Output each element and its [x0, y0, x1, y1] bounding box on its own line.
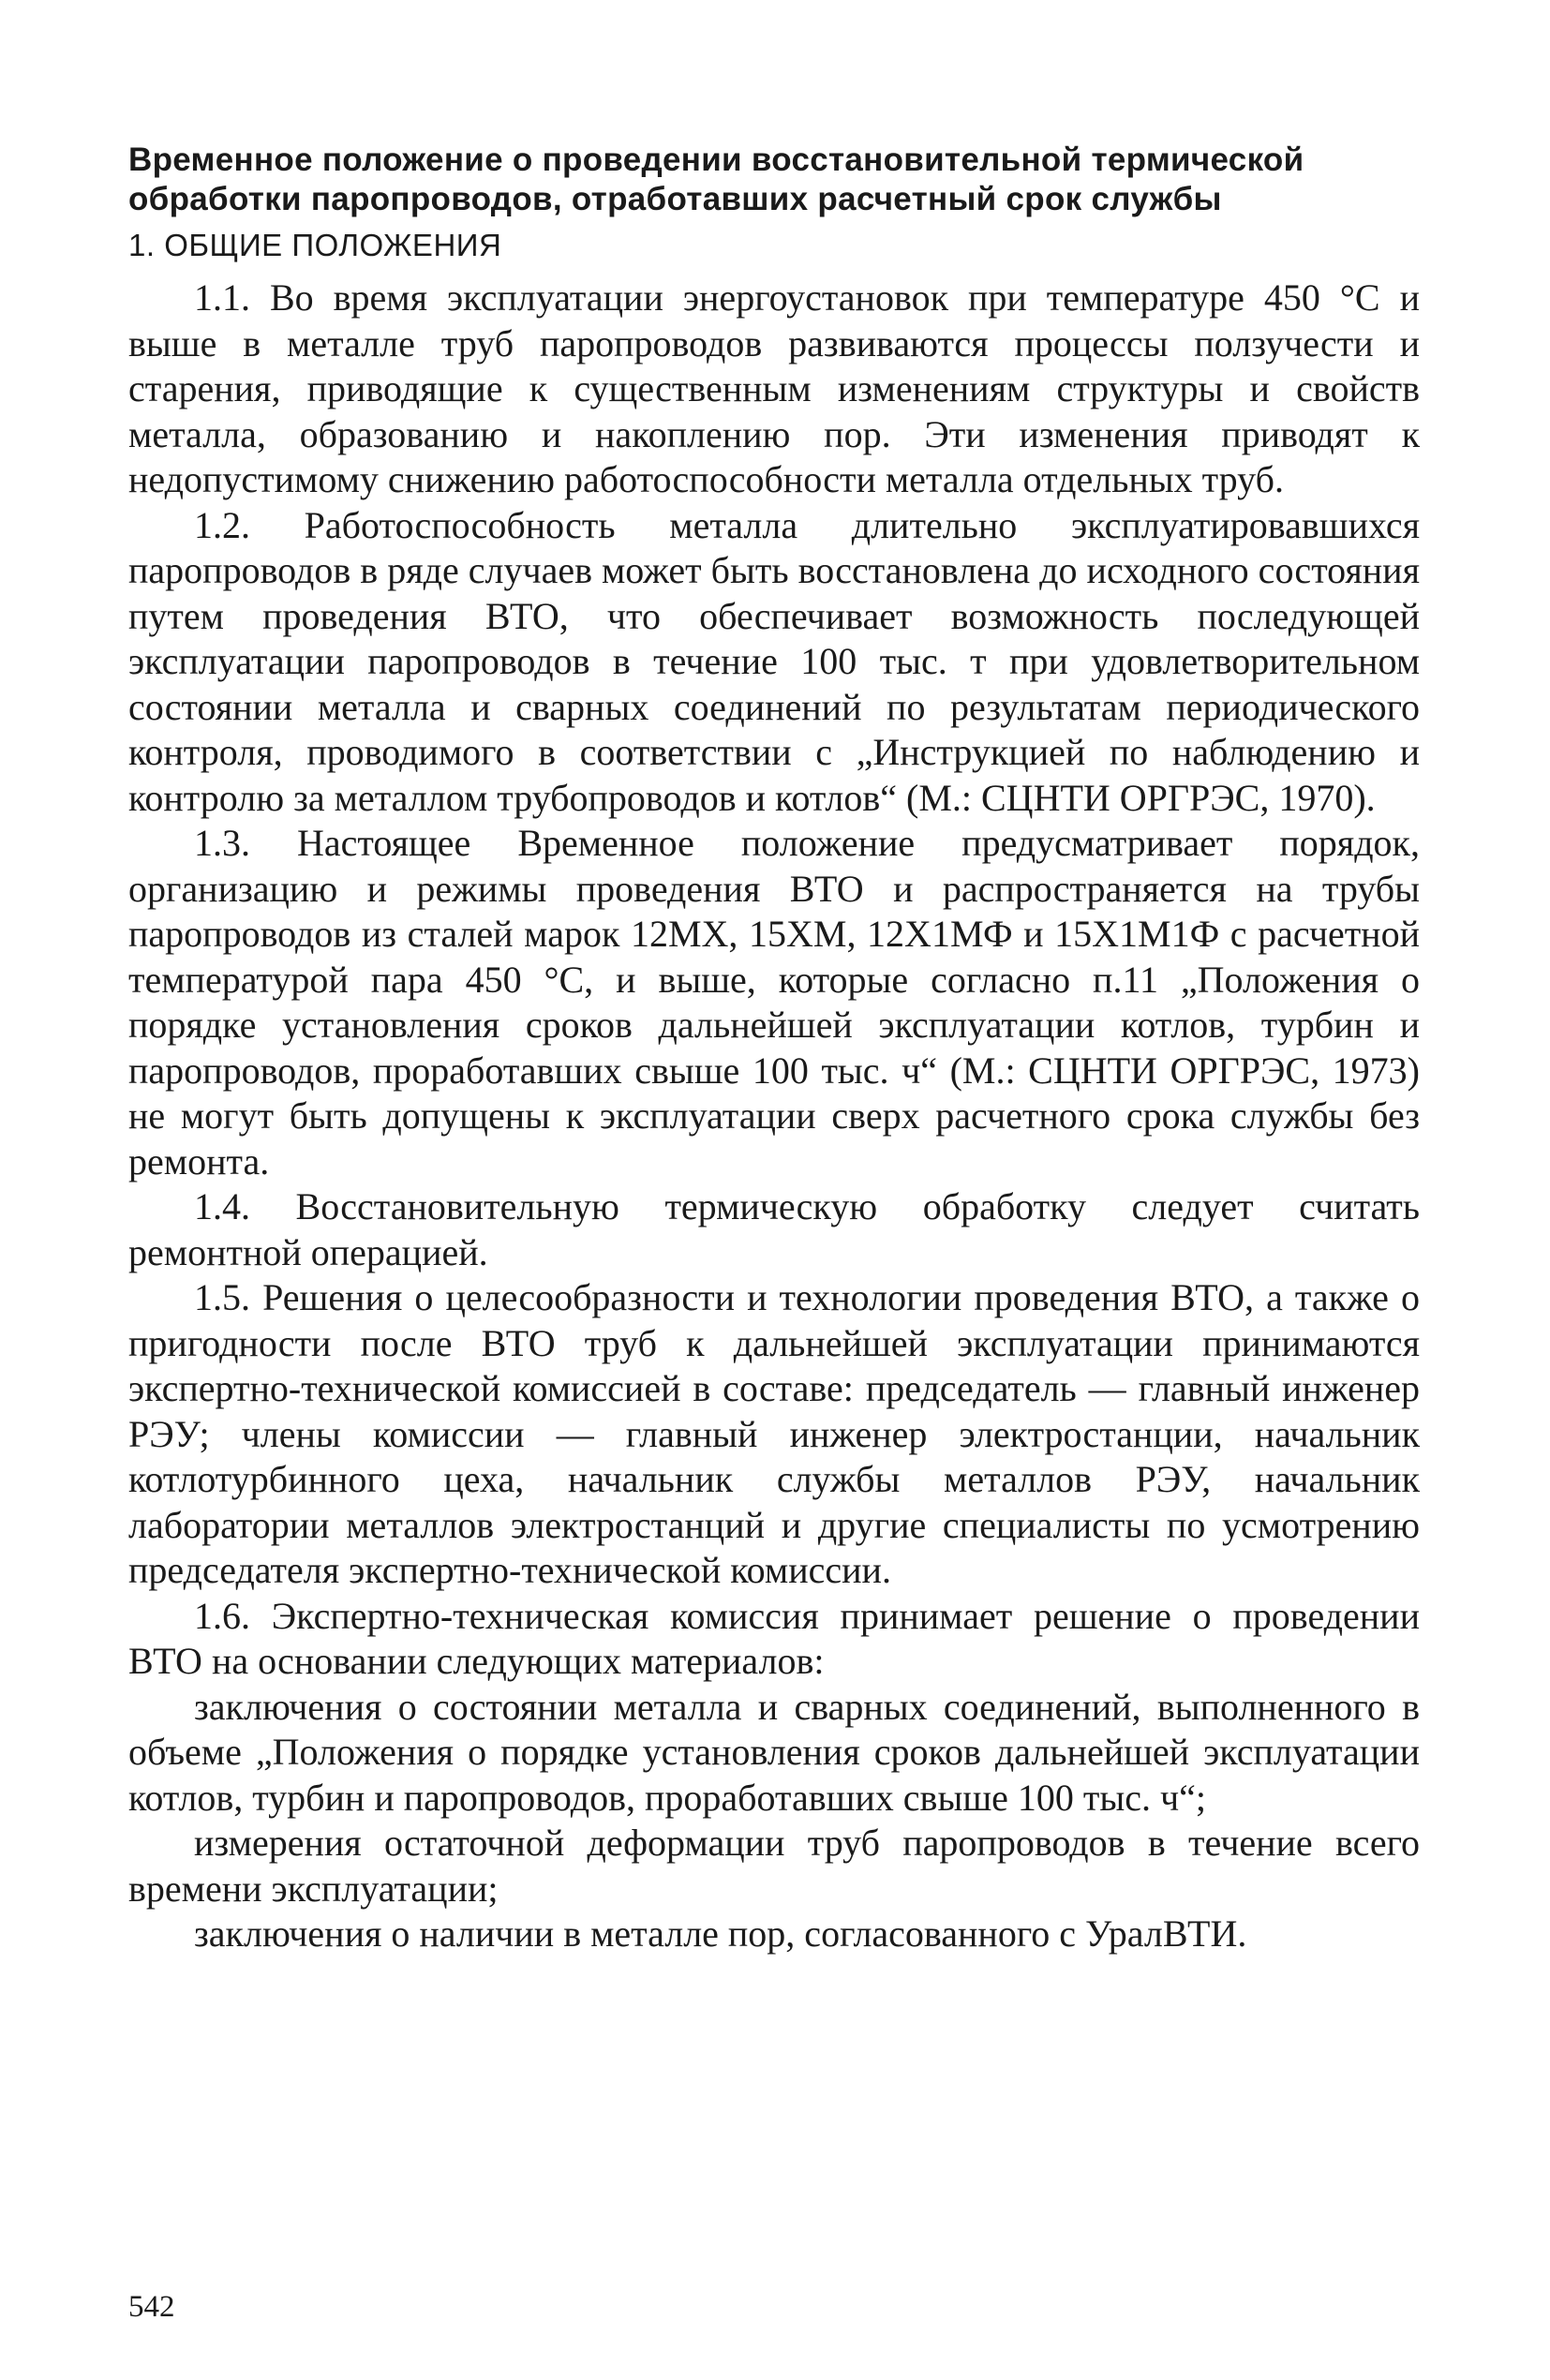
- paragraph-1-2: 1.2. Работоспособность металла длительно эксплуатировавшихся паропроводов в ряде случаев может быть восстановлена до исходного состояния путем проведения ВТО, что обеспечивает возможность последующей эксплуатации паропроводов в течение 100 тыс. т при удовлетворительном состоянии металла и сварных соединений по результатам периодического контроля, проводимого в соответствии с „Инструкцией по наблюдению и контролю за металлом трубопроводов и котлов“ (М.: СЦНТИ ОРГРЭС, 1970).: [128, 503, 1420, 819]
- paragraph-1-3: 1.3. Настоящее Временное положение предусматривает порядок, организацию и режимы проведения ВТО и распространяется на трубы паропроводов из сталей марок 12МХ, 15ХМ, 12Х1МФ и 15Х1М1Ф с расчетной температурой пара 450 °С, и выше, которые согласно п.11 „Положения о порядке установления сроков дальнейшей эксплуатации котлов, турбин и паропроводов, проработавших свыше 100 тыс. ч“ (М.: СЦНТИ ОРГРЭС, 1973) не могут быть допущены к эксплуатации сверх расчетного срока службы без ремонта.: [128, 822, 1420, 1183]
- paragraph-1-1: 1.1. Во время эксплуатации энергоустановок при температуре 450 °С и выше в металле труб паропроводов развиваются процессы ползучести и старения, приводящие к существенным изменениям структуры и свойств металла, образованию и накоплению пор. Эти изменения приводят к недопустимому снижению работоспособности металла отдельных труб.: [128, 276, 1420, 500]
- document-title: Временное положение о проведении восстановительной термической обработки паропроводов, отработавших расчетный срок службы: [128, 141, 1304, 217]
- page-number: 542: [128, 2290, 175, 2324]
- list-item: заключения о наличии в металле пор, согласованного с УралВТИ.: [194, 1912, 1247, 1955]
- list-item: заключения о состоянии металла и сварных соединений, выполненного в объеме „Положения о порядке установления сроков дальнейшей эксплуатации котлов, турбин и паропроводов, проработавших свыше 100 тыс. ч“;: [128, 1685, 1420, 1819]
- paragraph-1-6: 1.6. Экспертно-техническая комиссия принимает решение о проведении ВТО на основании следующих материалов:: [128, 1594, 1420, 1682]
- page-content: [128, 141, 1420, 1957]
- section-heading: 1. ОБЩИЕ ПОЛОЖЕНИЯ: [128, 228, 502, 262]
- paragraph-1-4: 1.4. Восстановительную термическую обработку следует считать ремонтной операцией.: [128, 1185, 1420, 1273]
- paragraph-1-5: 1.5. Решения о целесообразности и технологии проведения ВТО, а также о пригодности после ВТО труб к дальнейшей эксплуатации принимаются экспертно-технической комиссией в составе: председатель — главный инженер РЭУ; члены комиссии — главный инженер электростанции, начальник котлотурбинного цеха, начальник службы металлов РЭУ, начальник лаборатории металлов электростанций и другие специалисты по усмотрению председателя экспертно-технической комиссии.: [128, 1276, 1420, 1591]
- list-item: измерения остаточной деформации труб паропроводов в течение всего времени эксплуатации;: [128, 1822, 1420, 1910]
